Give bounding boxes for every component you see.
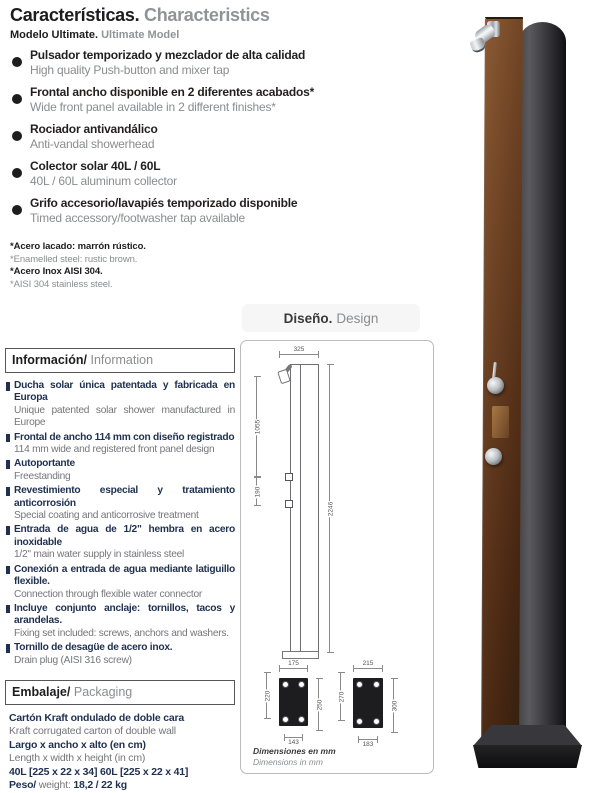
packaging-details xyxy=(5,712,235,793)
feature-es: Pulsador temporizado y mezclador de alta calidad xyxy=(30,48,306,62)
footnotes xyxy=(10,241,310,291)
subtitle-en: Ultimate Model xyxy=(101,29,180,41)
square-bullet-icon xyxy=(6,605,10,614)
bullet-icon xyxy=(12,94,22,104)
bolt-hole-icon xyxy=(356,681,363,688)
feature-en: Timed accessory/footwasher tap available xyxy=(30,210,245,225)
column-foot-outline xyxy=(282,651,319,659)
info-es: Conexión a entrada de agua mediante latiguillo flexible. xyxy=(14,563,235,588)
square-bullet-icon xyxy=(6,644,10,653)
info-es: Ducha solar única patentada y fabricada en Europa xyxy=(14,380,235,404)
dim-plate1-right xyxy=(316,678,323,731)
square-bullet-icon xyxy=(6,566,10,575)
information-header-en: Information xyxy=(90,353,154,367)
feature-list xyxy=(10,48,440,233)
square-bullet-icon xyxy=(6,526,10,535)
info-es: Autoportante xyxy=(14,458,75,470)
dim-label: 190 xyxy=(254,486,261,497)
design-section-title xyxy=(242,304,420,332)
caption-en: Dimensions in mm xyxy=(253,756,323,767)
information-list xyxy=(5,380,235,667)
bullet-icon xyxy=(12,57,22,67)
feature-item xyxy=(10,159,440,188)
info-en: Freestanding xyxy=(14,470,71,482)
design-diagram xyxy=(240,340,434,774)
feature-es: Frontal ancho disponible en 2 diferentes acabados* xyxy=(30,85,315,99)
page-subtitle xyxy=(10,29,430,41)
feature-en: Anti-vandal showerhead xyxy=(30,136,155,151)
info-en: 114 mm wide and registered front panel design xyxy=(14,444,215,456)
info-item xyxy=(5,380,235,430)
feature-en: High quality Push-button and mixer tap xyxy=(30,62,230,77)
info-item xyxy=(5,458,235,483)
base-plate-drawing-40l xyxy=(279,678,308,726)
dim-plate2-right xyxy=(391,678,398,733)
footnote: *Acero Inox AISI 304. xyxy=(10,266,103,278)
packaging-weight xyxy=(9,779,235,793)
info-en: Unique patented solar shower manufactured in Europe xyxy=(14,404,235,429)
dim-plate1-top xyxy=(279,659,308,669)
info-item xyxy=(5,524,235,561)
feature-es: Rociador antivandálico xyxy=(30,122,158,136)
square-bullet-icon xyxy=(6,487,10,496)
footnote: *Enamelled steel: rustic brown. xyxy=(10,253,138,265)
feature-item xyxy=(10,48,440,77)
feature-item xyxy=(10,85,440,114)
feature-en: Wide front panel available in 2 different finishes* xyxy=(30,99,276,114)
packaging-dims-es: Largo x ancho x alto (en cm) xyxy=(9,738,146,751)
page-title xyxy=(10,5,430,26)
bolt-hole-icon xyxy=(373,718,380,725)
subtitle-es: Modelo Ultimate. xyxy=(10,29,99,41)
dim-plate2-bottom xyxy=(358,739,378,748)
info-es: Incluye conjunto anclaje: tornillos, tacos y arandelas. xyxy=(14,602,235,627)
dim-label: 175 xyxy=(288,659,299,667)
packaging-header xyxy=(5,680,235,705)
brand-plaque xyxy=(492,406,509,438)
info-en: 1/2" main water supply in stainless steel xyxy=(14,549,185,561)
info-item xyxy=(5,642,235,667)
bullet-icon xyxy=(12,168,22,178)
feature-item xyxy=(10,122,440,151)
bolt-hole-icon xyxy=(356,718,363,725)
dim-knob-spacing xyxy=(254,477,261,506)
base-plate-front xyxy=(473,745,582,768)
bullet-icon xyxy=(12,205,22,215)
dim-plate1-left xyxy=(264,672,271,719)
dim-label: 2246 xyxy=(327,501,334,516)
footnote: *AISI 304 stainless steel. xyxy=(10,278,113,290)
dim-label: 270 xyxy=(338,691,345,702)
info-en: Fixing set included: screws, anchors and washers. xyxy=(14,627,229,639)
bolt-hole-icon xyxy=(298,716,305,723)
base-plate-top xyxy=(473,725,582,746)
dim-label: 325 xyxy=(293,345,305,353)
mixer-drawing-icon xyxy=(285,473,293,481)
info-item xyxy=(5,485,235,522)
packaging-material-en: Kraft corrugated carton of double wall xyxy=(9,725,176,738)
info-column xyxy=(5,348,235,793)
design-title-en: Design xyxy=(336,310,379,326)
dim-plate2-left xyxy=(338,672,345,721)
bolt-hole-icon xyxy=(373,681,380,688)
dim-label: 250 xyxy=(316,699,323,710)
footnote: *Acero lacado: marrón rústico. xyxy=(10,241,146,252)
weight-label-es: Peso/ xyxy=(9,779,37,792)
info-item xyxy=(5,603,235,640)
feature-es: Colector solar 40L / 60L xyxy=(30,159,161,173)
diagram-caption xyxy=(253,746,336,767)
dim-upper-height xyxy=(254,376,261,477)
weight-value: 18,2 / 22 kg xyxy=(73,779,127,792)
weight-label-en: weight: xyxy=(38,779,71,792)
pushbutton-knob-icon xyxy=(485,448,502,465)
feature-es: Grifo accesorio/lavapiés temporizado disponible xyxy=(30,196,298,210)
dim-plate1-bottom xyxy=(284,737,303,746)
information-header xyxy=(5,348,235,373)
packaging-header-en: Packaging xyxy=(73,684,133,699)
bolt-hole-icon xyxy=(282,716,289,723)
dim-top-width xyxy=(279,345,319,355)
square-bullet-icon xyxy=(6,460,10,469)
packaging-material-es: Cartón Kraft ondulado de doble cara xyxy=(9,711,185,724)
bullet-icon xyxy=(12,131,22,141)
base-plate-drawing-60l xyxy=(353,678,383,728)
packaging-sizes: 40L [225 x 22 x 34] 60L [225 x 22 x 41] xyxy=(9,765,189,778)
packaging-header-es: Embalaje/ xyxy=(12,684,71,699)
packaging-dims-en: Length x width x height (in cm) xyxy=(9,752,146,765)
caption-es: Dimensiones en mm xyxy=(253,746,336,756)
info-en: Drain plug (AISI 316 screw) xyxy=(14,654,132,666)
dim-label: 1055 xyxy=(254,419,261,434)
info-es: Entrada de agua de 1/2" hembra en acero inoxidable xyxy=(14,524,235,548)
title-es: Características. xyxy=(10,5,140,25)
info-es: Tornillo de desagüe de acero inox. xyxy=(14,642,173,654)
dim-label: 215 xyxy=(362,659,374,667)
dim-label: 143 xyxy=(288,739,299,746)
dim-label: 300 xyxy=(391,700,398,711)
info-item xyxy=(5,564,235,601)
information-header-es: Información/ xyxy=(12,353,88,367)
dim-plate2-top xyxy=(353,659,383,669)
title-en: Characteristics xyxy=(144,5,270,25)
feature-item xyxy=(10,196,440,225)
square-bullet-icon xyxy=(6,382,10,391)
solar-collector-cylinder xyxy=(519,22,566,742)
design-title-es: Diseño. xyxy=(283,310,333,326)
dim-label: 183 xyxy=(362,741,374,748)
mixer-knob-icon xyxy=(487,377,504,394)
tap-drawing-icon xyxy=(285,500,293,508)
bolt-hole-icon xyxy=(282,681,289,688)
product-photo xyxy=(450,8,600,774)
dim-label: 220 xyxy=(264,690,271,701)
info-en: Connection through flexible water connector xyxy=(14,588,203,600)
info-en: Special coating and anticorrosive treatment xyxy=(14,510,199,522)
info-es: Frontal de ancho 114 mm con diseño registrado xyxy=(14,431,235,443)
bolt-hole-icon xyxy=(298,681,305,688)
column-body-outline xyxy=(300,364,319,653)
square-bullet-icon xyxy=(6,434,10,443)
info-item xyxy=(5,432,235,457)
dim-total-height xyxy=(327,364,334,653)
feature-en: 40L / 60L aluminum collector xyxy=(30,173,177,188)
page-header xyxy=(10,5,430,41)
info-es: Revestimiento especial y tratamiento anticorrosión xyxy=(14,485,235,509)
